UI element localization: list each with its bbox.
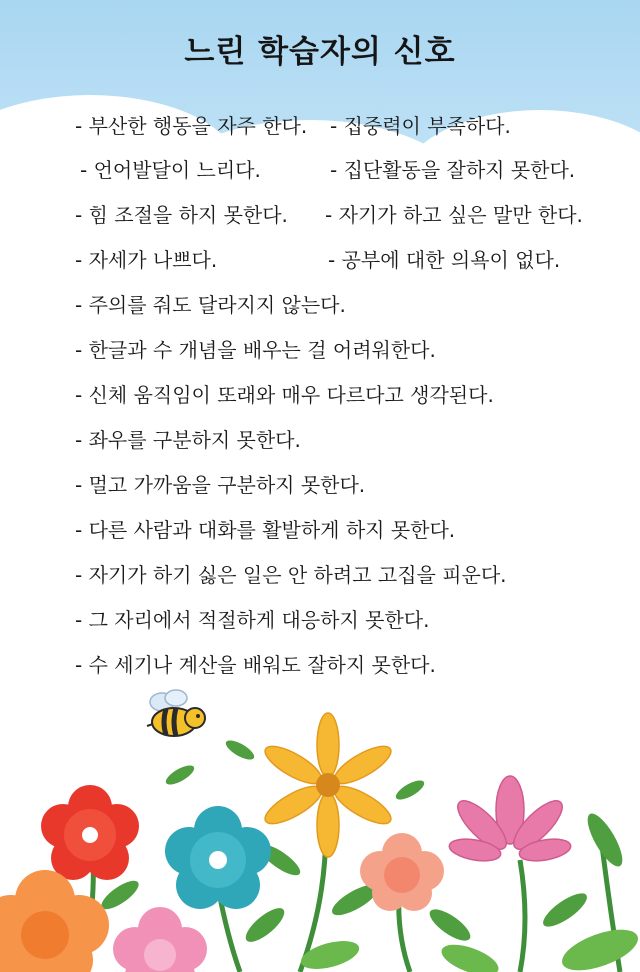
sign-item: - 그 자리에서 적절하게 대응하지 못한다. (75, 608, 430, 632)
sign-item: - 신체 움직임이 또래와 매우 다르다고 생각된다. (75, 383, 494, 407)
page-title: 느린 학습자의 신호 (184, 34, 456, 70)
sign-item: - 집중력이 부족하다. (330, 114, 511, 138)
sign-item: - 자기가 하기 싫은 일은 안 하려고 고집을 피운다. (75, 563, 507, 587)
sign-item: - 자기가 하고 싶은 말만 한다. (325, 203, 583, 227)
sign-item: - 좌우를 구분하지 못한다. (75, 428, 301, 452)
sign-item: - 언어발달이 느리다. (80, 158, 261, 182)
sign-item: - 공부에 대한 의욕이 없다. (328, 248, 561, 272)
sign-item: - 한글과 수 개념을 배우는 걸 어려워한다. (75, 338, 436, 362)
sign-item: - 힘 조절을 하지 못한다. (75, 203, 288, 227)
sign-item: - 자세가 나쁘다. (75, 248, 218, 272)
sign-item: - 수 세기나 계산을 배워도 잘하지 못한다. (75, 653, 436, 677)
flower-garden-illustration (0, 680, 640, 972)
sign-item: - 주의를 줘도 달라지지 않는다. (75, 293, 346, 317)
sign-item: - 부산한 행동을 자주 한다. (75, 114, 308, 138)
sign-item: - 다른 사람과 대화를 활발하게 하지 못한다. (75, 518, 456, 542)
sign-item: - 집단활동을 잘하지 못한다. (330, 158, 576, 182)
sign-item: - 멀고 가까움을 구분하지 못한다. (75, 473, 366, 497)
